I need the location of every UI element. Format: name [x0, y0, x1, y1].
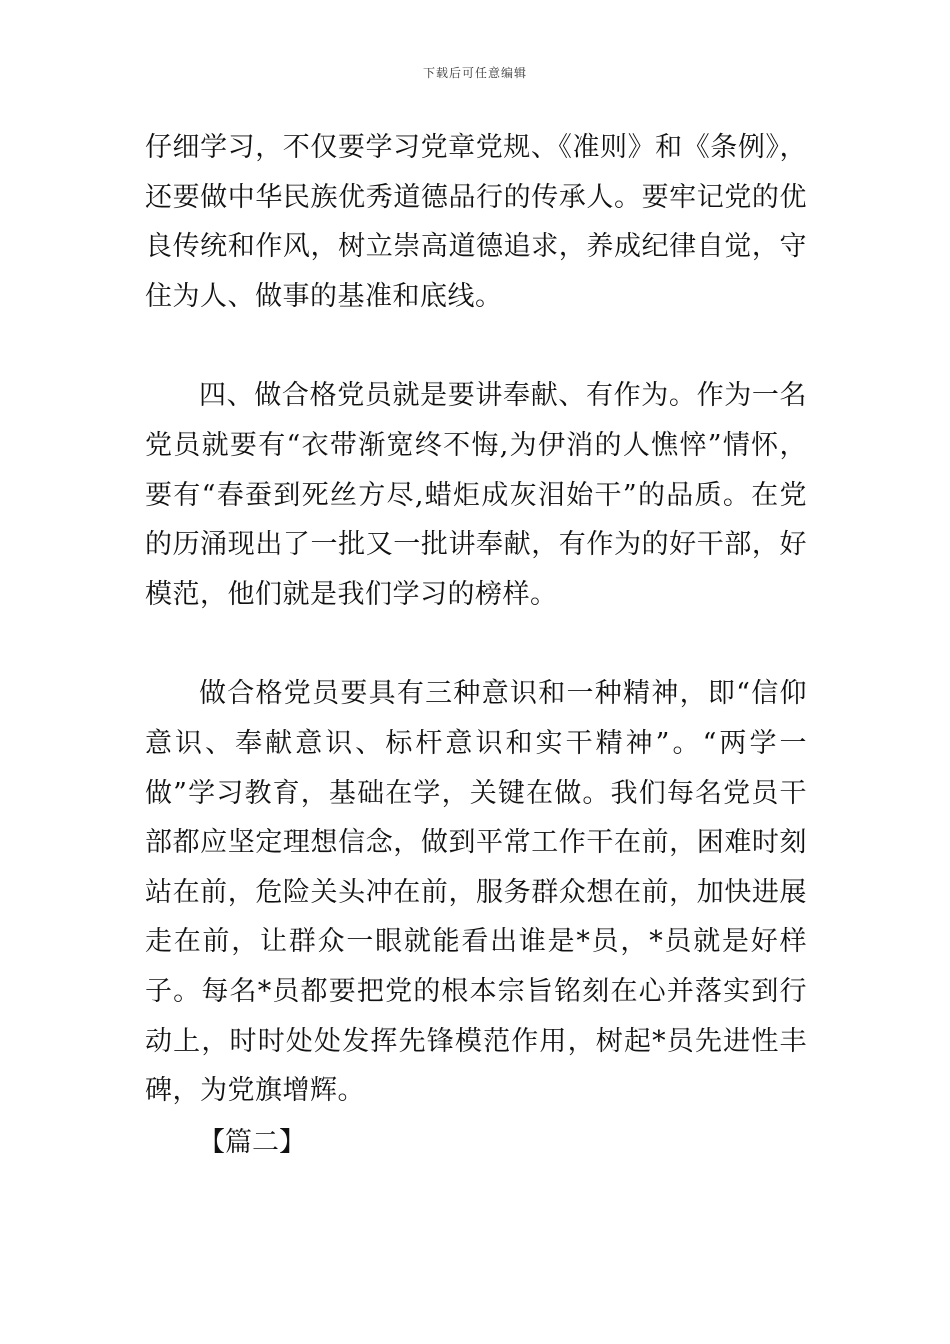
paragraph-gap — [145, 321, 807, 371]
document-body — [145, 123, 807, 1116]
paragraph-gap — [145, 619, 807, 669]
paragraph-1: 仔细学习，不仅要学习党章党规、《准则》和《条例》，还要做中华民族优秀道德品行的传承人。要牢记党的优良传统和作风，树立崇高道德追求，养成纪律自觉，守住为人、做事的基准和底线。 — [145, 132, 807, 312]
paragraph-3: 做合格党员要具有三种意识和一种精神，即“信仰意识、奉献意识、标杆意识和实干精神”。“两学一做”学习教育，基础在学，关键在做。我们每名党员干部都应坚定理想信念，做到平常工作干在前，困难时刻站在前，危险关头冲在前，服务群众想在前，加快进展走在前，让群众一眼就能看出谁是*员，*员就是好样子。每名*员都要把党的根本宗旨铭刻在心并落实到行动上，时时处处发挥先锋模范作用，树起*员先进性丰碑，为党旗增辉。 — [145, 678, 807, 1107]
paragraph-2: 四、做合格党员就是要讲奉献、有作为。作为一名党员就要有“衣带渐宽终不悔,为伊消的人憔悴”情怀，要有“春蚕到死丝方尽,蜡炬成灰泪始干”的品质。在党的历涌现出了一批又一批讲奉献，有作为的好干部，好模范，他们就是我们学习的榜样。 — [145, 380, 807, 610]
page-header: 下载后可任意编辑 — [422, 66, 527, 80]
section-title: 【篇二】 — [198, 1127, 306, 1158]
